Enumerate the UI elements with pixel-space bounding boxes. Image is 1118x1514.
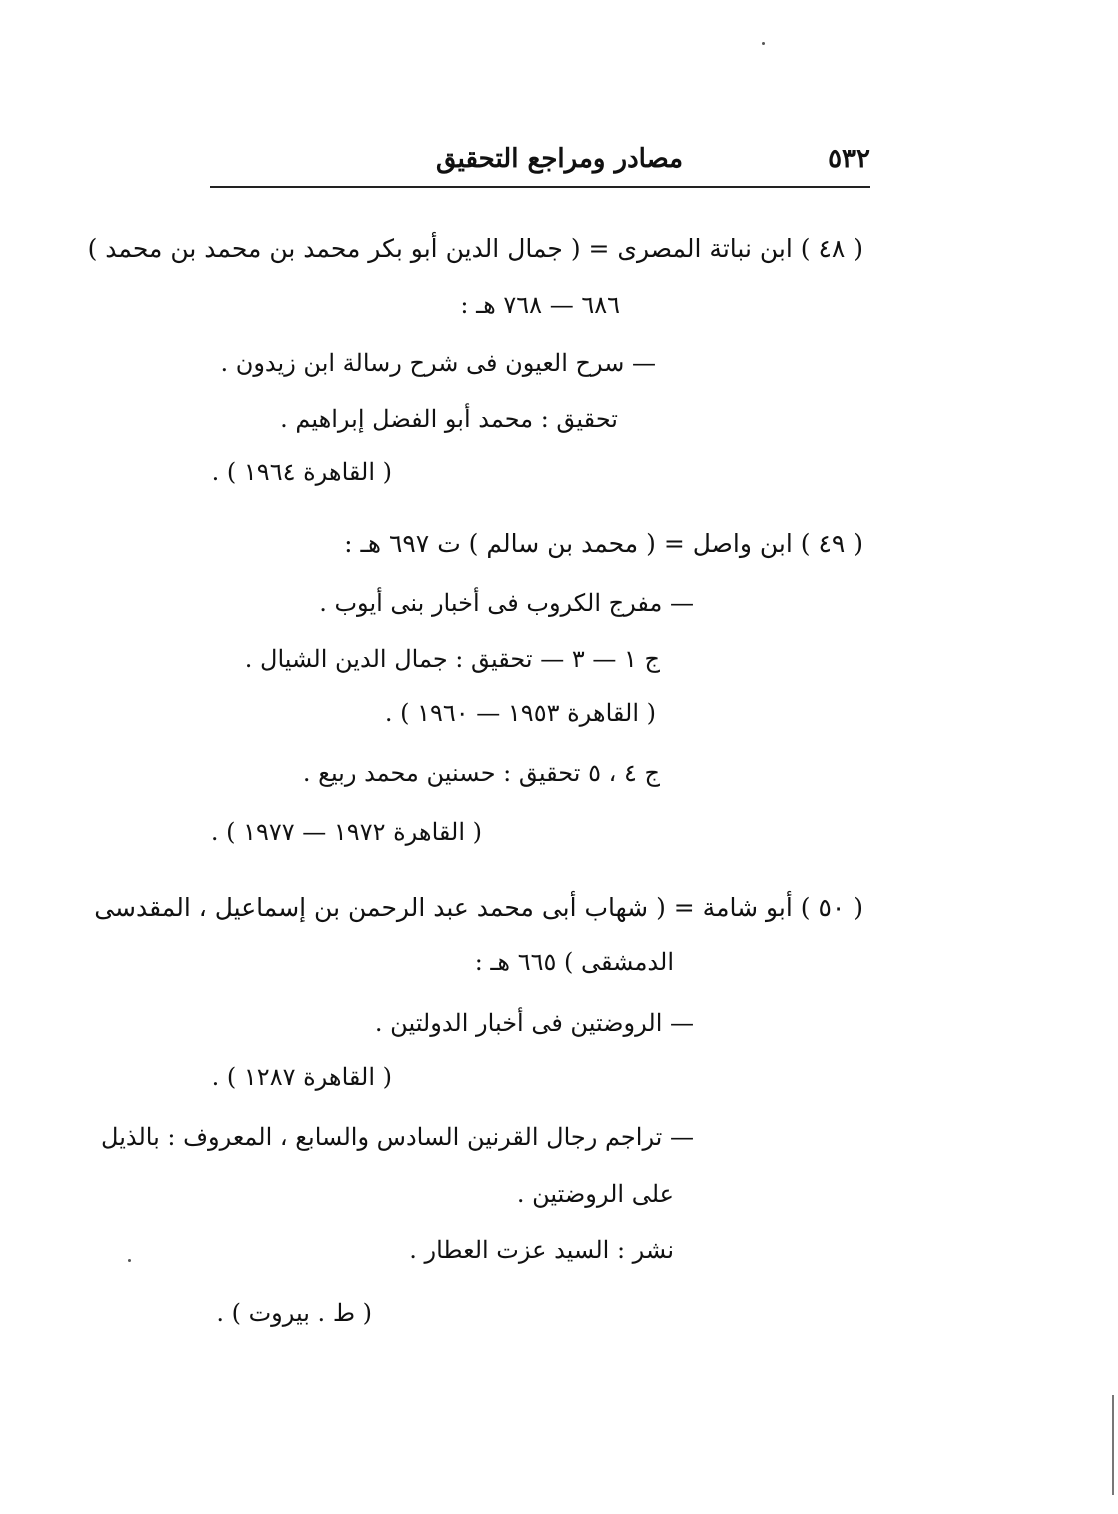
entry-heading: ( ٥٠ ) أبو شامة = ( شهاب أبى محمد عبد الرحمن بن إسماعيل ، المقدسى	[94, 893, 863, 922]
page-number: ٥٣٢	[828, 144, 870, 174]
entry-title: — تراجم رجال القرنين السادس والسابع ، المعروف : بالذيل	[101, 1123, 694, 1151]
entry-imprint: ( القاهرة ١٩٧٢ — ١٩٧٧ ) .	[210, 818, 482, 846]
entry-imprint: ( القاهرة ١٩٥٣ — ١٩٦٠ ) .	[384, 699, 656, 727]
entry-publisher: نشر : السيد عزت العطار .	[409, 1236, 674, 1264]
scan-speck	[762, 42, 765, 45]
page-header	[210, 140, 870, 184]
entry-imprint: ( القاهرة ١٢٨٧ ) .	[211, 1063, 392, 1091]
header-rule	[210, 186, 870, 188]
entry-title: — الروضتين فى أخبار الدولتين .	[374, 1009, 694, 1037]
entry-title: — مفرج الكروب فى أخبار بنى أيوب .	[319, 589, 694, 617]
entry-heading-continued: الدمشقى ) ٦٦٥ هـ :	[474, 948, 674, 976]
entry-imprint: ( ط . بيروت ) .	[216, 1299, 372, 1327]
entry-title-continued: على الروضتين .	[516, 1180, 674, 1208]
scan-edge-mark	[1112, 1395, 1114, 1495]
entry-volume-editor: ج ٤ ، ٥ تحقيق : حسنين محمد ربيع .	[302, 759, 660, 787]
scan-speck	[128, 1259, 131, 1262]
entry-heading: ( ٤٨ ) ابن نباتة المصرى = ( جمال الدين أبو بكر محمد بن محمد بن محمد )	[87, 234, 863, 263]
entry-dates: ٦٨٦ — ٧٦٨ هـ :	[460, 291, 620, 319]
entry-heading: ( ٤٩ ) ابن واصل = ( محمد بن سالم ) ت ٦٩٧ هـ :	[344, 529, 863, 558]
entry-title: — سرح العيون فى شرح رسالة ابن زيدون .	[220, 349, 656, 377]
entry-imprint: ( القاهرة ١٩٦٤ ) .	[211, 458, 392, 486]
entry-editor: تحقيق : محمد أبو الفضل إبراهيم .	[280, 405, 618, 433]
entry-volume-editor: ج ١ — ٣ — تحقيق : جمال الدين الشيال .	[244, 645, 660, 673]
running-title: مصادر ومراجع التحقيق	[436, 144, 684, 174]
